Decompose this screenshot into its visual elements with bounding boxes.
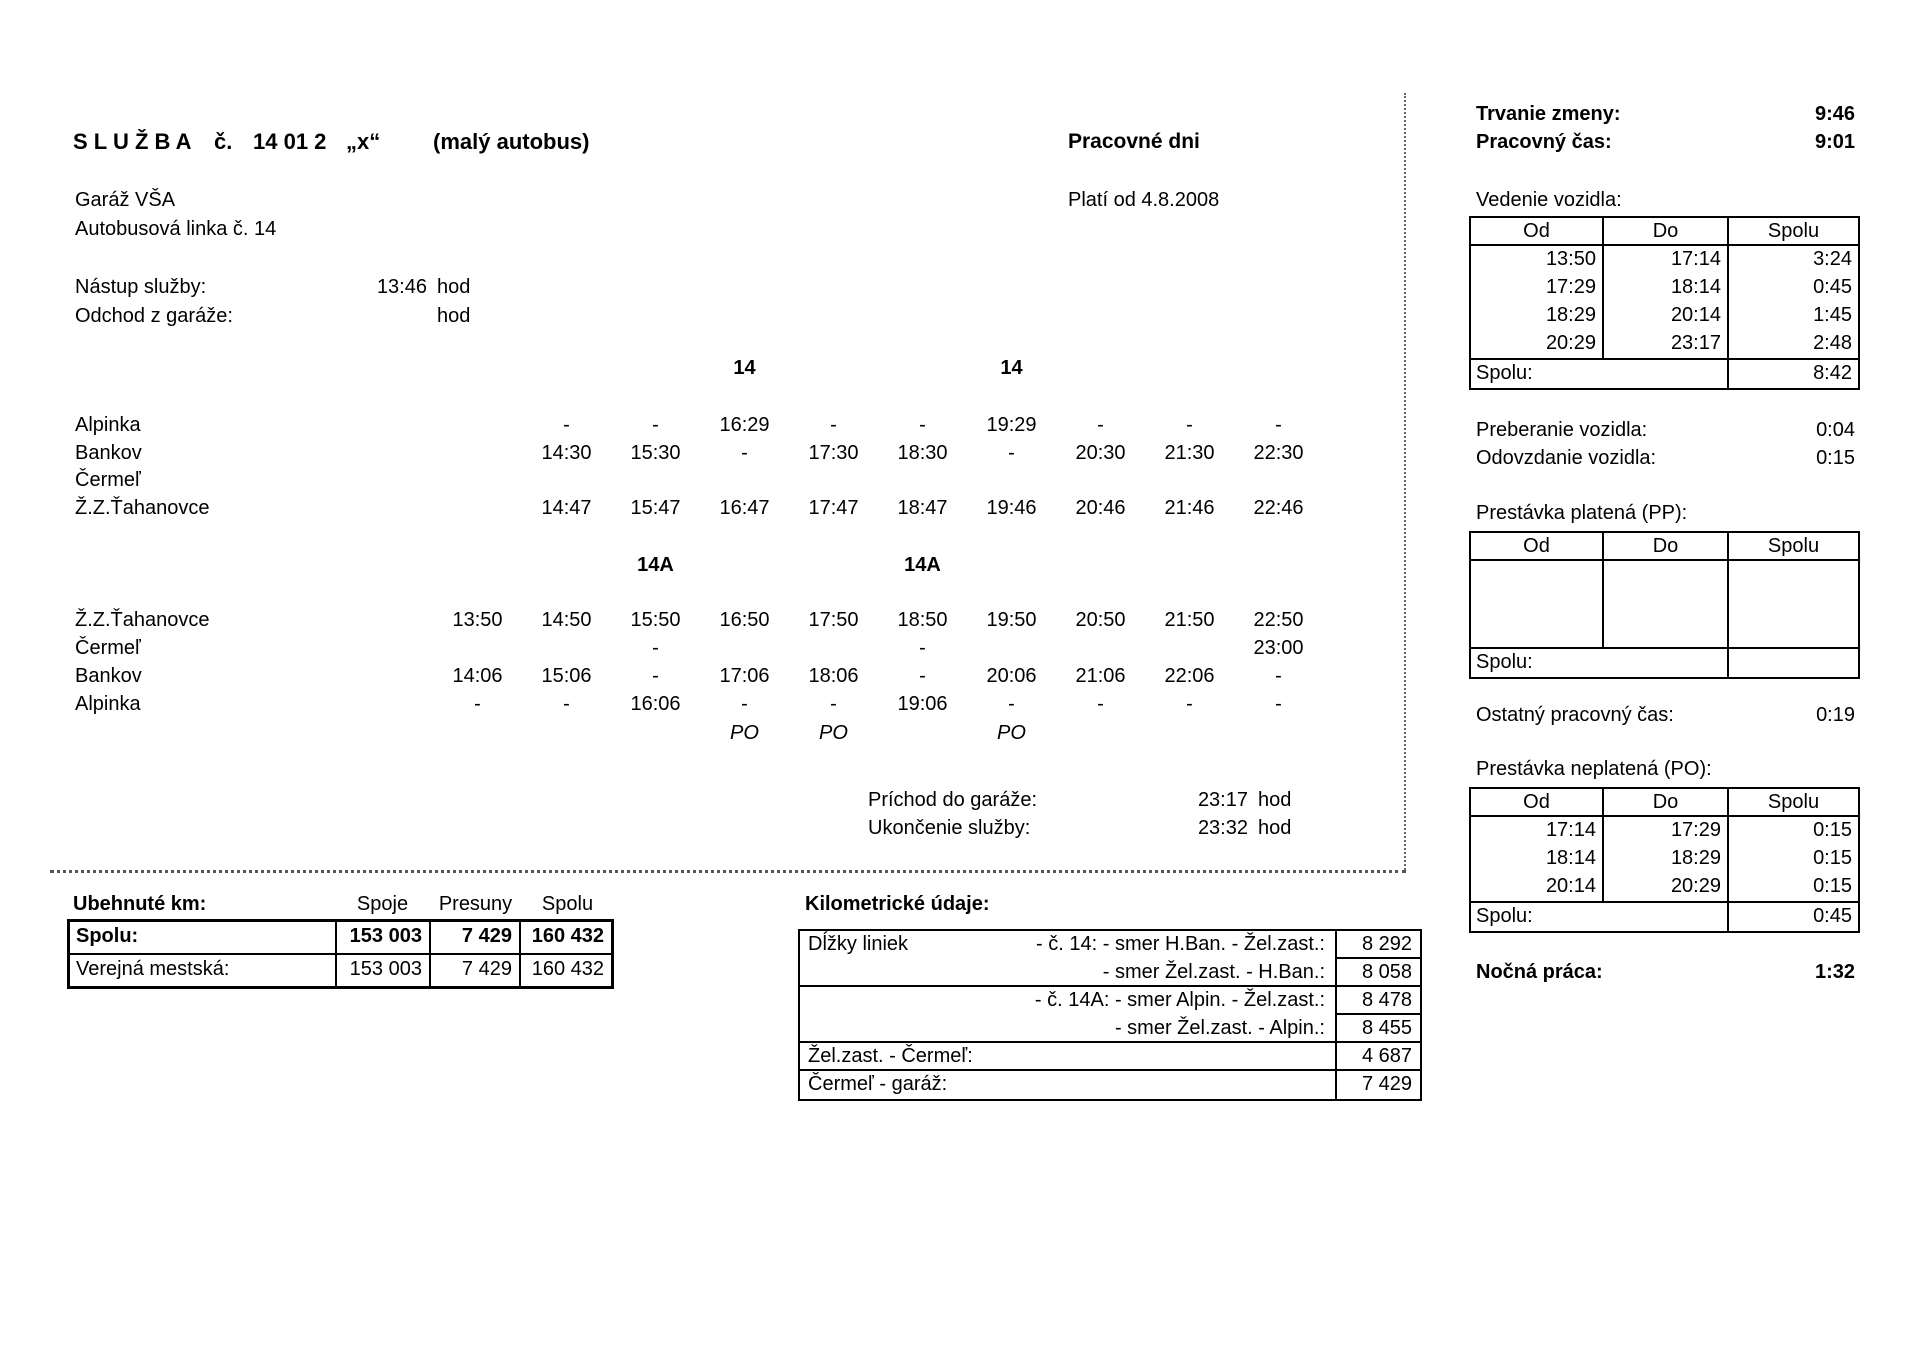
stop-row-tahanovce (75, 494, 1323, 522)
table-cell: 18:14 (1602, 274, 1727, 302)
km-column-header: Spoje (356, 893, 409, 915)
stop-row-bankov (75, 439, 1323, 467)
column-header: Spolu (1727, 533, 1858, 559)
horizontal-divider (50, 870, 1406, 873)
time-cell: 17:30 (808, 442, 859, 464)
night-work-label: Nočná práca: (1476, 961, 1603, 983)
stop-row-alpinka (75, 690, 1323, 718)
time-cell: PO (819, 722, 848, 744)
table-row (1471, 330, 1858, 358)
stop-name: Alpinka (75, 414, 141, 436)
cell-spoje: 153 003 (335, 955, 429, 986)
table-cell: 0:15 (1727, 845, 1858, 873)
duty-end-value: 23:32 (1197, 817, 1248, 839)
work-time-value: 9:01 (1814, 131, 1855, 153)
time-cell: 15:47 (630, 497, 681, 519)
time-cell: - (563, 693, 570, 715)
time-cell: 18:47 (897, 497, 948, 519)
time-cell (433, 354, 522, 382)
time-cell: 23:00 (1253, 637, 1304, 659)
time-cell (878, 719, 967, 747)
time-cell (522, 551, 611, 579)
km-value: 8 455 (1335, 1015, 1420, 1043)
total-value: 8:42 (1727, 360, 1858, 388)
time-cell: 19:29 (986, 414, 1037, 436)
time-cell (1145, 466, 1234, 494)
time-cell: PO (730, 722, 759, 744)
time-cell: 15:06 (541, 665, 592, 687)
time-cell: 21:46 (1164, 497, 1215, 519)
time-cell: 18:06 (808, 665, 859, 687)
time-cell: - (563, 414, 570, 436)
time-cell: - (652, 665, 659, 687)
table-cell: 2:48 (1727, 330, 1858, 358)
empty-table-body (1471, 561, 1858, 647)
time-cell (700, 466, 789, 494)
service-word: S L U Ž B A (73, 129, 192, 154)
table-cell: 18:29 (1545, 304, 1596, 326)
time-cell: 20:30 (1075, 442, 1126, 464)
stop-row-cermel (75, 634, 1323, 662)
row-label (800, 1071, 1335, 1099)
time-cell: 19:46 (986, 497, 1037, 519)
km-column-header: Presuny (438, 893, 513, 915)
km-value: 8 292 (1335, 931, 1420, 959)
stop-name (75, 354, 433, 382)
time-cell: 18:50 (897, 609, 948, 631)
table-row (1471, 817, 1858, 845)
row-label (800, 1015, 1335, 1043)
time-cell (1056, 551, 1145, 579)
time-cell: 22:50 (1253, 609, 1304, 631)
time-cell (1056, 354, 1145, 382)
table-cell: 18:29 (1602, 845, 1727, 873)
table-cell: 0:15 (1727, 817, 1858, 845)
time-cell (789, 551, 878, 579)
km-value: 7 429 (1335, 1071, 1420, 1099)
time-cell (789, 466, 878, 494)
table-cell: 17:29 (1602, 817, 1727, 845)
table-row (800, 931, 1420, 959)
table-header-row (1471, 533, 1858, 561)
time-cell (878, 354, 967, 382)
time-cell: 14:50 (541, 609, 592, 631)
time-cell (700, 634, 789, 662)
table-row (1471, 302, 1858, 330)
time-cell: 21:50 (1164, 609, 1215, 631)
shift-duration-label: Trvanie zmeny: (1476, 103, 1621, 125)
garage-arrival-unit: hod (1258, 789, 1292, 811)
time-cell: 14A (904, 554, 941, 576)
vehicle-handover-value: 0:15 (1816, 447, 1855, 469)
time-cell (433, 439, 522, 467)
time-cell: 14 (1000, 357, 1023, 379)
label-right: - č. 14A: - smer Alpin. - Žel.zast.: (1034, 989, 1325, 1011)
time-cell (1145, 551, 1234, 579)
time-cell (700, 551, 789, 579)
table-cell: 18:14 (1545, 847, 1596, 869)
time-cell (1234, 719, 1323, 747)
time-cell: PO (997, 722, 1026, 744)
label-right: - smer Žel.zast. - Alpin.: (1114, 1017, 1325, 1039)
total-label: Spolu: (1476, 362, 1533, 384)
table-row-total (70, 922, 611, 955)
time-cell: - (1008, 693, 1015, 715)
time-cell (433, 411, 522, 439)
line-name: Autobusová linka č. 14 (75, 218, 277, 240)
time-cell: 14A (637, 554, 674, 576)
table-cell: 0:45 (1727, 274, 1858, 302)
total-value: 0:45 (1727, 903, 1858, 931)
table-row (800, 1071, 1420, 1099)
table-total-row (1471, 901, 1858, 931)
table-cell: 1:45 (1727, 302, 1858, 330)
km-summary-table (67, 919, 614, 989)
time-cell: 19:06 (897, 693, 948, 715)
time-cell: 15:50 (630, 609, 681, 631)
vehicle-takeover-value: 0:04 (1816, 419, 1855, 441)
stop-name: Alpinka (75, 693, 141, 715)
service-number: 14 01 2 (253, 129, 327, 154)
table-total-row (1471, 647, 1858, 677)
time-cell: 20:50 (1075, 609, 1126, 631)
time-cell: - (1186, 414, 1193, 436)
time-cell: 21:30 (1164, 442, 1215, 464)
column-header: Do (1602, 533, 1727, 559)
cell-presuny: 7 429 (429, 955, 519, 986)
column-header: Od (1523, 791, 1550, 813)
stop-row-cermel (75, 466, 1323, 494)
time-cell: 17:06 (719, 665, 770, 687)
time-cell: - (1186, 693, 1193, 715)
stop-row-alpinka (75, 411, 1323, 439)
time-cell: 14:47 (541, 497, 592, 519)
total-label: Spolu: (1476, 651, 1533, 673)
stop-row-bankov (75, 662, 1323, 690)
time-cell: - (919, 637, 926, 659)
time-cell (433, 466, 522, 494)
table-header-row (1471, 218, 1858, 246)
km-value: 8 478 (1335, 987, 1420, 1015)
time-cell: 15:30 (630, 442, 681, 464)
table-cell: 20:14 (1545, 875, 1596, 897)
time-cell (433, 634, 522, 662)
table-cell: 0:15 (1727, 873, 1858, 901)
column-header: Od (1523, 220, 1550, 242)
column-header: Od (1523, 535, 1550, 557)
table-row (1471, 246, 1858, 274)
time-cell: 14 (733, 357, 756, 379)
time-cell: 22:30 (1253, 442, 1304, 464)
time-cell: 19:50 (986, 609, 1037, 631)
time-cell: 16:50 (719, 609, 770, 631)
time-cell: 22:06 (1164, 665, 1215, 687)
time-cell (522, 354, 611, 382)
duty-end-label: Ukončenie služby: (868, 817, 1031, 839)
garage-arrival-value: 23:17 (1197, 789, 1248, 811)
stop-name (75, 551, 433, 579)
stop-name: Ž.Z.Ťahanovce (75, 497, 210, 519)
shift-duration-value: 9:46 (1814, 103, 1855, 125)
row-label: Verejná mestská: (76, 958, 230, 980)
time-cell: - (1097, 693, 1104, 715)
row-label (800, 959, 1335, 987)
vehicle-takeover-label: Preberanie vozidla: (1476, 419, 1648, 441)
label-left: Čermeľ - garáž: (808, 1073, 948, 1095)
vertical-divider (1404, 93, 1406, 873)
paid-break-table (1469, 531, 1860, 679)
table-cell: 17:14 (1602, 246, 1727, 274)
time-cell: 16:29 (719, 414, 770, 436)
time-cell: - (1097, 414, 1104, 436)
service-mark: „x“ (346, 129, 381, 154)
total-value (1727, 649, 1858, 677)
time-cell: - (474, 693, 481, 715)
label-right: - č. 14: - smer H.Ban. - Žel.zast.: (1036, 933, 1325, 955)
time-cell: - (1275, 414, 1282, 436)
table-row (1471, 274, 1858, 302)
garage-name: Garáž VŠA (75, 189, 176, 211)
garage-arrival-label: Príchod do garáže: (868, 789, 1037, 811)
time-cell (967, 466, 1056, 494)
stop-name: Bankov (75, 442, 142, 464)
stop-row-tahanovce (75, 606, 1323, 634)
time-cell (1056, 634, 1145, 662)
unpaid-break-table (1469, 787, 1860, 933)
table-row (800, 987, 1420, 1015)
time-cell (789, 634, 878, 662)
cell-presuny: 7 429 (429, 922, 519, 953)
time-cell (967, 551, 1056, 579)
time-cell: 13:50 (452, 609, 503, 631)
row-label: Spolu: (76, 925, 139, 947)
time-cell: - (652, 414, 659, 436)
row-label (800, 1043, 1335, 1071)
table-row (800, 959, 1420, 987)
time-cell (611, 719, 700, 747)
time-cell (1056, 719, 1145, 747)
time-cell (1234, 354, 1323, 382)
time-cell: - (741, 442, 748, 464)
valid-from: Platí od 4.8.2008 (1068, 189, 1220, 211)
time-cell (789, 354, 878, 382)
column-header: Do (1602, 789, 1727, 815)
time-cell (522, 634, 611, 662)
time-cell: - (919, 665, 926, 687)
stop-name: Čermeľ (75, 469, 141, 491)
label-right: - smer Žel.zast. - H.Ban.: (1102, 961, 1325, 983)
service-number-label: č. (214, 129, 233, 154)
other-work-label: Ostatný pracovný čas: (1476, 704, 1674, 726)
table-cell: 20:29 (1545, 332, 1596, 354)
night-work-value: 1:32 (1814, 961, 1855, 983)
table-row (1471, 873, 1858, 901)
row-label (800, 987, 1335, 1015)
garage-departure-unit: hod (437, 305, 471, 327)
time-cell (1145, 634, 1234, 662)
stop-name: Ž.Z.Ťahanovce (75, 609, 210, 631)
bus-type-note: (malý autobus) (433, 129, 590, 154)
time-cell (967, 634, 1056, 662)
time-cell: 20:06 (986, 665, 1037, 687)
label-left: Žel.zast. - Čermeľ: (808, 1045, 973, 1067)
km-value: 4 687 (1335, 1043, 1420, 1071)
column-header: Do (1602, 218, 1727, 244)
duty-start-unit: hod (437, 276, 471, 298)
time-cell: - (652, 637, 659, 659)
time-cell (878, 466, 967, 494)
work-time-label: Pracovný čas: (1476, 131, 1612, 153)
column-header: Spolu (1727, 218, 1858, 244)
time-cell (1145, 354, 1234, 382)
time-cell (522, 466, 611, 494)
vehicle-handover-label: Odovzdanie vozidla: (1476, 447, 1657, 469)
table-cell: 20:14 (1602, 302, 1727, 330)
table-cell: 3:24 (1727, 246, 1858, 274)
time-cell (1056, 466, 1145, 494)
line-badge-row (75, 354, 1323, 382)
stop-name: Bankov (75, 665, 142, 687)
cell-spolu: 160 432 (519, 922, 611, 953)
cell-spoje: 153 003 (335, 922, 429, 953)
time-cell (611, 354, 700, 382)
label-left: Dĺžky liniek (808, 933, 909, 955)
garage-departure-label: Odchod z garáže: (75, 305, 233, 327)
table-row-public (70, 955, 611, 986)
row-label (800, 931, 1335, 959)
table-total-row (1471, 358, 1858, 388)
km-column-header: Spolu (541, 893, 594, 915)
day-type-label: Pracovné dni (1068, 130, 1200, 153)
time-cell (433, 719, 522, 747)
time-cell: - (1275, 665, 1282, 687)
time-cell: - (830, 693, 837, 715)
duty-end-unit: hod (1258, 817, 1292, 839)
table-cell: 13:50 (1545, 248, 1596, 270)
table-row (800, 1043, 1420, 1071)
table-cell: 20:29 (1602, 873, 1727, 901)
time-cell: - (830, 414, 837, 436)
time-cell: - (1275, 693, 1282, 715)
time-cell (1145, 719, 1234, 747)
time-cell (1234, 551, 1323, 579)
time-cell (433, 551, 522, 579)
unpaid-break-table-title: Prestávka neplatená (PO): (1476, 758, 1712, 780)
time-cell: 21:06 (1075, 665, 1126, 687)
stop-name: Čermeľ (75, 637, 141, 659)
table-header-row (1471, 789, 1858, 817)
time-cell (1234, 466, 1323, 494)
other-work-value: 0:19 (1816, 704, 1855, 726)
duty-start-label: Nástup služby: (75, 276, 207, 298)
km-details-title: Kilometrické údaje: (805, 893, 990, 915)
table-cell: 23:17 (1602, 330, 1727, 358)
unpaid-break-marker-row (75, 719, 1323, 747)
time-cell: 18:30 (897, 442, 948, 464)
time-cell: 16:06 (630, 693, 681, 715)
time-cell: 14:06 (452, 665, 503, 687)
km-summary-title: Ubehnuté km: (73, 893, 207, 915)
time-cell: 20:46 (1075, 497, 1126, 519)
driving-table-title: Vedenie vozidla: (1476, 189, 1622, 211)
time-cell: 22:46 (1253, 497, 1304, 519)
time-cell (611, 466, 700, 494)
km-value: 8 058 (1335, 959, 1420, 987)
time-cell: 17:50 (808, 609, 859, 631)
time-cell (522, 719, 611, 747)
time-cell: 14:30 (541, 442, 592, 464)
km-details-table (798, 929, 1422, 1101)
table-row (800, 1015, 1420, 1043)
time-cell: - (919, 414, 926, 436)
duty-start-value: 13:46 (376, 276, 427, 298)
time-cell: 17:47 (808, 497, 859, 519)
paid-break-table-title: Prestávka platená (PP): (1476, 502, 1688, 524)
cell-spolu: 160 432 (519, 955, 611, 986)
table-cell: 17:29 (1545, 276, 1596, 298)
driving-time-table (1469, 216, 1860, 390)
total-label: Spolu: (1476, 905, 1533, 927)
stop-name (75, 719, 433, 747)
table-row (1471, 845, 1858, 873)
table-cell: 17:14 (1545, 819, 1596, 841)
column-header: Spolu (1727, 789, 1858, 815)
line-badge-row (75, 551, 1323, 579)
time-cell: 16:47 (719, 497, 770, 519)
time-cell: - (741, 693, 748, 715)
time-cell: - (1008, 442, 1015, 464)
time-cell (433, 494, 522, 522)
